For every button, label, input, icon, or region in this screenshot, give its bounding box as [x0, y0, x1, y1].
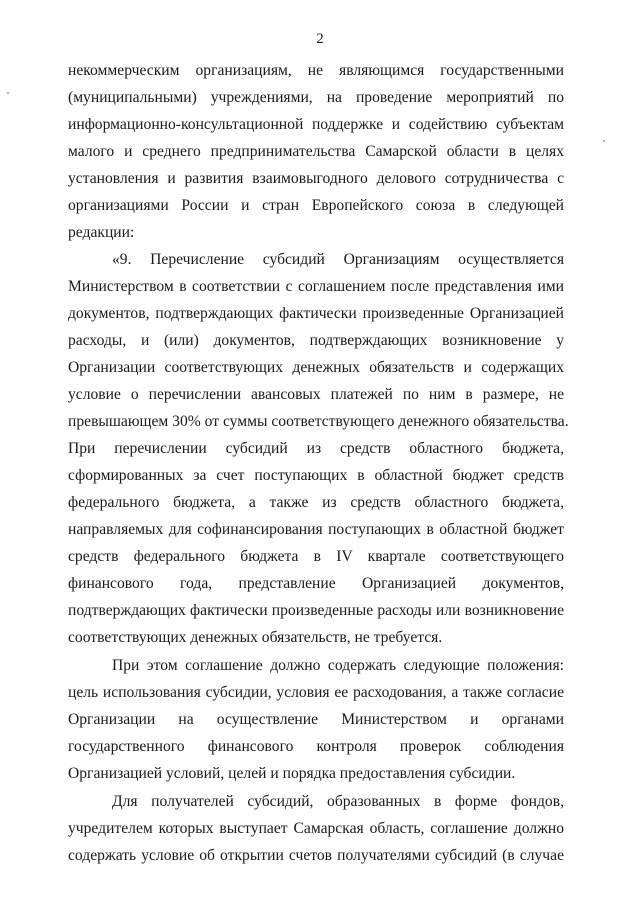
page-number: 2	[316, 31, 324, 47]
text-line: превышающем 30% от суммы соответствующего денежного обязательства.	[68, 413, 569, 430]
text-line: направляемых для софинансирования поступающих в областной бюджет	[68, 521, 564, 538]
text-line: соответствующих денежных обязательств, не требуется.	[68, 629, 443, 646]
text-line: При этом соглашение должно содержать следующие положения:	[112, 657, 564, 674]
text-line: Организации на осуществление Министерством и органами	[68, 711, 564, 728]
text-line: средств федерального бюджета в IV квартале соответствующего	[68, 548, 564, 565]
text-line: некоммерческим организациям, не являющимся государственными	[68, 62, 564, 79]
text-line: организациями России и стран Европейского союза в следующей	[68, 197, 564, 214]
text-line: При перечислении субсидий из средств областного бюджета,	[68, 440, 564, 457]
scan-speck	[603, 140, 605, 142]
text-line: Министерством в соответствии с соглашением после представления ими	[68, 278, 564, 295]
text-line: подтверждающих фактически произведенные расходы или возникновение	[68, 602, 564, 619]
text-line: содержать условие об открытии счетов получателями субсидий (в случае	[68, 847, 564, 864]
text-line: Организацией условий, целей и порядка предоставления субсидии.	[68, 765, 516, 782]
text-line: Организации соответствующих денежных обязательств и содержащих	[68, 359, 564, 376]
scan-speck	[7, 92, 9, 94]
text-line: информационно-консультационной поддержке и содействию субъектам	[68, 116, 564, 133]
text-line: документов, подтверждающих фактически произведенные Организацией	[68, 305, 564, 322]
text-line: цель использования субсидии, условия ее расходования, а также согласие	[68, 684, 564, 701]
text-line: учредителем которых выступает Самарская область, соглашение должно	[68, 820, 564, 837]
text-line: малого и среднего предпринимательства Самарской области в целях	[68, 143, 564, 160]
text-line: сформированных за счет поступающих в областной бюджет средств	[68, 467, 564, 484]
text-line: редакции:	[68, 224, 135, 241]
document-body	[68, 61, 569, 873]
text-line: расходы, и (или) документов, подтверждающих возникновение у	[68, 332, 564, 349]
text-line: Для получателей субсидий, образованных в форме фондов,	[112, 793, 564, 810]
text-line: установления и развития взаимовыгодного делового сотрудничества с	[68, 170, 564, 187]
text-line: государственного финансового контроля проверок соблюдения	[68, 738, 564, 755]
text-line: (муниципальными) учреждениями, на проведение мероприятий по	[68, 89, 564, 106]
text-line: условие о перечислении авансовых платежей по ним в размере, не	[68, 386, 564, 403]
text-line: финансового года, представление Организацией документов,	[68, 575, 564, 592]
text-line: федерального бюджета, а также из средств областного бюджета,	[68, 494, 564, 511]
text-line: «9. Перечисление субсидий Организациям осуществляется	[112, 251, 564, 268]
